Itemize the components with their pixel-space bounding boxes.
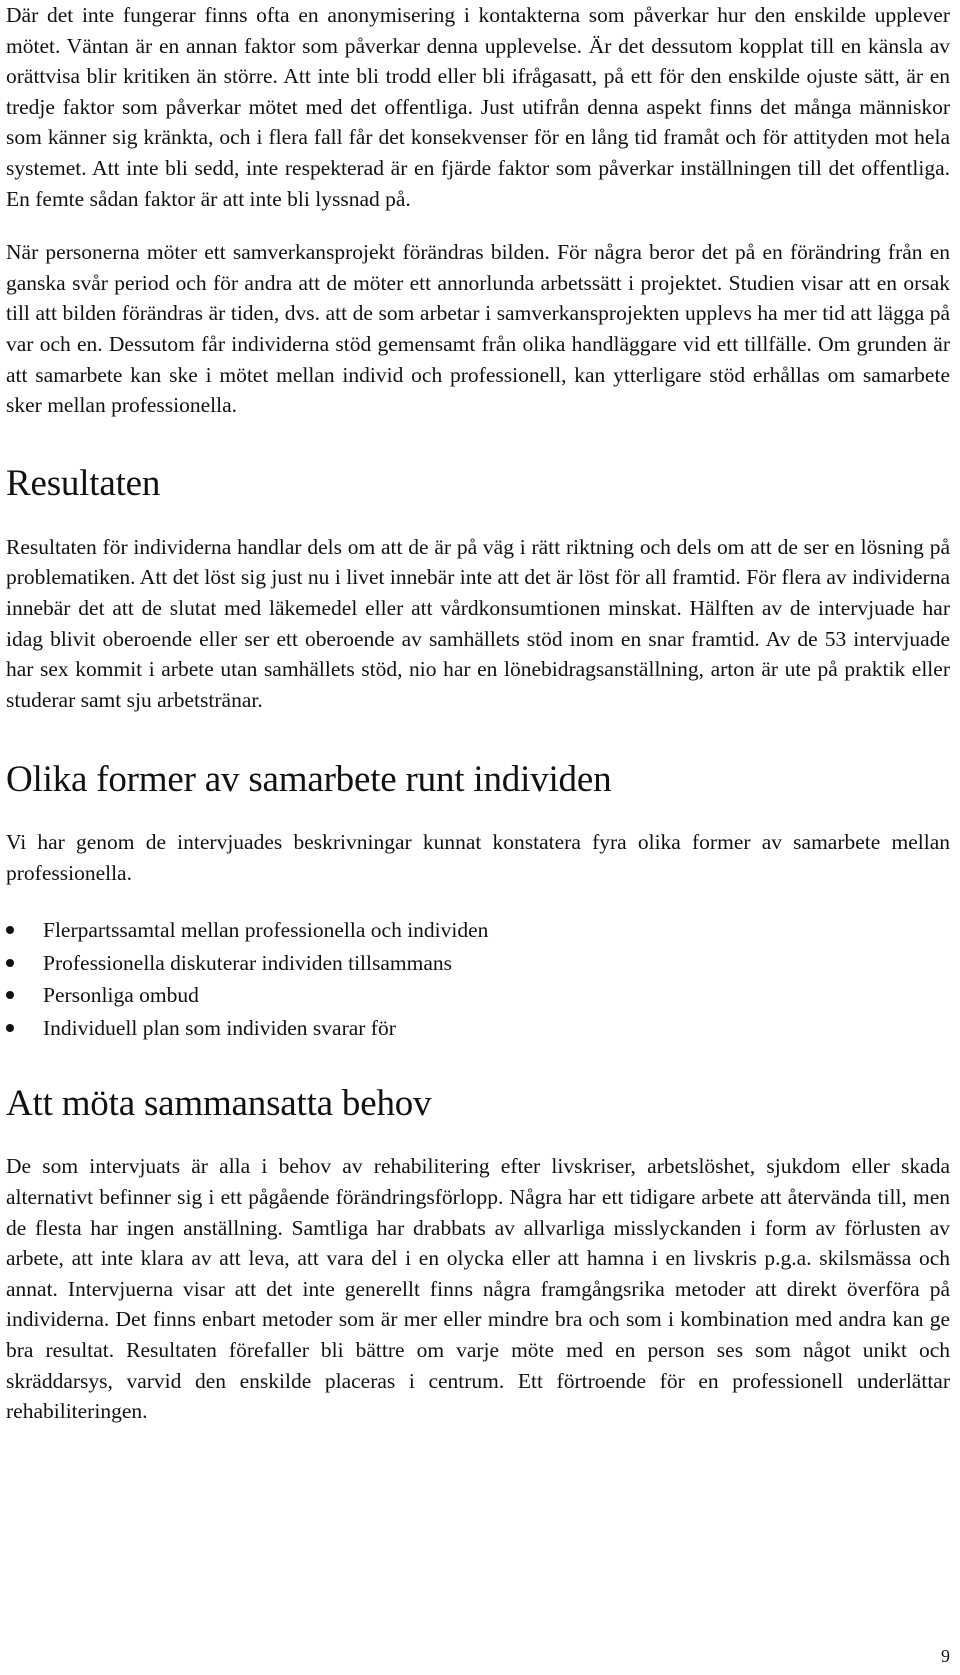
bullet-icon — [6, 991, 14, 999]
list-item-text: Flerpartssamtal mellan professionella och individen — [43, 918, 489, 943]
heading-samarbete: Olika former av samarbete runt individen — [6, 759, 612, 801]
heading-resultaten: Resultaten — [6, 462, 161, 504]
paragraph-samarbete: Vi har genom de intervjuades beskrivningar kunnat konstatera fyra olika former av samarbete mellan professionella. — [6, 830, 950, 885]
list-item — [6, 947, 950, 980]
paragraph-resultaten: Resultaten för individerna handlar dels om att de är på väg i rätt riktning och dels om att de ser en lösning på problematiken. Att det löst sig just nu i livet innebär inte att det är löst för all framtid. För flera av individerna innebär det att de slutat med läkemedel eller att vårdkonsumtionen minskat. Hälften av de intervjuade har idag blivit oberoende eller ser ett oberoende av samhällets stöd inom en snar framtid. Av de 53 intervjuade har sex kommit i arbete utan samhällets stöd, nio har en lönebidragsanställning, arton är ute på praktik eller studerar samt sju arbetstränar. — [6, 534, 950, 712]
bullet-icon — [6, 926, 14, 934]
samarbete-list — [6, 914, 950, 1044]
page-number: 9 — [941, 1646, 950, 1666]
list-item — [6, 979, 950, 1012]
list-item — [6, 1012, 950, 1045]
document-page — [6, 0, 950, 1427]
paragraph-behov: De som intervjuats är alla i behov av rehabilitering efter livskriser, arbetslöshet, sjukdom eller skada alternativt befinner sig i ett pågående förändringsförlopp. Några har ett tidigare arbete att återvända till, men de flesta har ingen anställning. Samtliga har drabbats av allvarliga misslyckanden i form av förlusten av arbete, att inte klara av att leva, att vara del i en olycka eller att hamna i en livskris p.g.a. skilsmässa och annat. Intervjuerna visar att det inte generellt finns några framgångsrika metoder att direkt överföra på individerna. Det finns enbart metoder som är mer eller mindre bra och som i kombination med andra kan ge bra resultat. Resultaten förefaller bli bättre om varje möte med en person ses som något unikt och skräddarsys, varvid den enskilde placeras i centrum. Ett förtroende för en professionell underlättar rehabiliteringen. — [6, 1154, 950, 1424]
list-item-text: Individuell plan som individen svarar för — [43, 1015, 396, 1040]
paragraph-intro: Där det inte fungerar finns ofta en anonymisering i kontakterna som påverkar hur den enskilde upplever mötet. Väntan är en annan faktor som påverkar denna upplevelse. Är det dessutom kopplat till en känsla av orättvisa blir kritiken än större. Att inte bli trodd eller bli ifrågasatt, på ett för den enskilde ojuste sätt, är en tredje faktor som påverkar mötet med det offentliga. Just utifrån denna aspekt finns det många människor som känner sig kränkta, och i flera fall får det konsekvenser för en lång tid framåt och för attityden mot hela systemet. Att inte bli sedd, inte respekterad är en fjärde faktor som påverkar inställningen till det offentliga. En femte sådan faktor är att inte bli lyssnad på. — [6, 3, 950, 211]
heading-behov: Att möta sammansatta behov — [6, 1083, 432, 1125]
list-item — [6, 914, 950, 947]
list-item-text: Personliga ombud — [43, 983, 199, 1008]
list-item-text: Professionella diskuterar individen tillsammans — [43, 950, 453, 975]
bullet-icon — [6, 1024, 14, 1032]
paragraph-samverkan: När personerna möter ett samverkansprojekt förändras bilden. För några beror det på en förändring från en ganska svår period och för andra att de möter ett annorlunda arbetssätt i projektet. Studien visar att en orsak till att bilden förändras är tiden, dvs. att de som arbetar i samverkansprojekten upplevs ha mer tid att lägga på var och en. Dessutom får individerna stöd gemensamt från olika handläggare vid ett tillfälle. Om grunden är att samarbete kan ske i mötet mellan individ och professionell, kan ytterligare stöd erhållas om samarbete sker mellan professionella. — [6, 240, 950, 418]
bullet-icon — [6, 959, 14, 967]
